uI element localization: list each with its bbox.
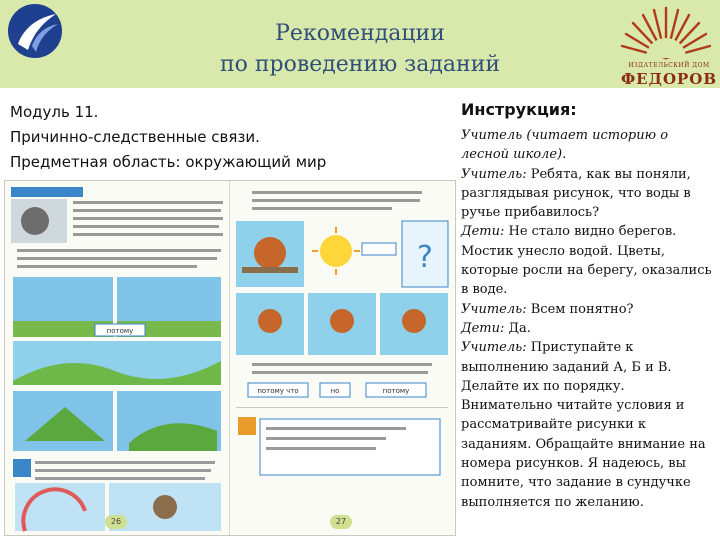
publisher-name: ФЕДОРОВ <box>620 70 718 88</box>
title-line-2: по проведению заданий <box>219 52 501 77</box>
publisher-swirl-logo <box>6 2 64 60</box>
instruction-p2-text: Ребята, как вы поняли, разглядывая рисунок, что воды в ручье прибавилось? <box>461 166 691 221</box>
svg-text:потому что: потому что <box>257 387 299 395</box>
instruction-p1-role: Учитель (читает историю о лесной школе). <box>461 128 669 163</box>
svg-text:потому: потому <box>382 387 410 395</box>
instruction-p3-role: Дети: <box>461 224 505 240</box>
instruction-heading: Инструкция: <box>461 100 577 119</box>
textbook-spread-image <box>4 180 456 536</box>
publisher-label: ИЗДАТЕЛЬСКИЙ ДОМ <box>628 62 710 69</box>
instruction-p4-text: Всем понятно? <box>526 301 634 317</box>
left-page-number: 26 <box>105 515 127 529</box>
subject-area: Предметная область: окружающий мир <box>10 153 327 171</box>
title-line-1: Рекомендации <box>275 21 445 46</box>
header-banner <box>0 0 720 88</box>
module-number: Модуль 11. <box>10 103 99 121</box>
instruction-p5-text: Да. <box>504 320 531 336</box>
instruction-p2-role: Учитель: <box>461 166 527 182</box>
instruction-text <box>461 126 717 512</box>
instruction-p6-text: Приступайте к выполнению заданий А, Б и В. Делайте их по порядку. Внимательно читайте условия и рассматривайте рисунки к заданиям. Обращайте внимание на номера рисунков. Я надеюсь, вы помните, что задание в сундучке выполняется по желанию. <box>461 340 706 510</box>
left-page-illustrations <box>5 181 229 535</box>
instruction-p4-role: Учитель: <box>461 301 527 317</box>
textbook-right-page <box>230 181 454 535</box>
instruction-p3-text: Не стало видно берегов. Мостик унесло водой. Цветы, которые росли на берегу, оказались в воде. <box>461 224 712 298</box>
label-potomu: потому <box>106 327 134 335</box>
module-info <box>10 100 440 175</box>
instruction-p5-role: Дети: <box>461 320 505 336</box>
label-no: но <box>330 387 340 395</box>
right-page-number: 27 <box>330 515 352 529</box>
instruction-p6-role: Учитель: <box>461 340 527 356</box>
right-page-illustrations <box>230 181 454 535</box>
question-mark-icon: ? <box>417 240 433 275</box>
page-title <box>120 18 600 80</box>
textbook-left-page <box>5 181 230 535</box>
module-topic: Причинно-следственные связи. <box>10 128 260 146</box>
